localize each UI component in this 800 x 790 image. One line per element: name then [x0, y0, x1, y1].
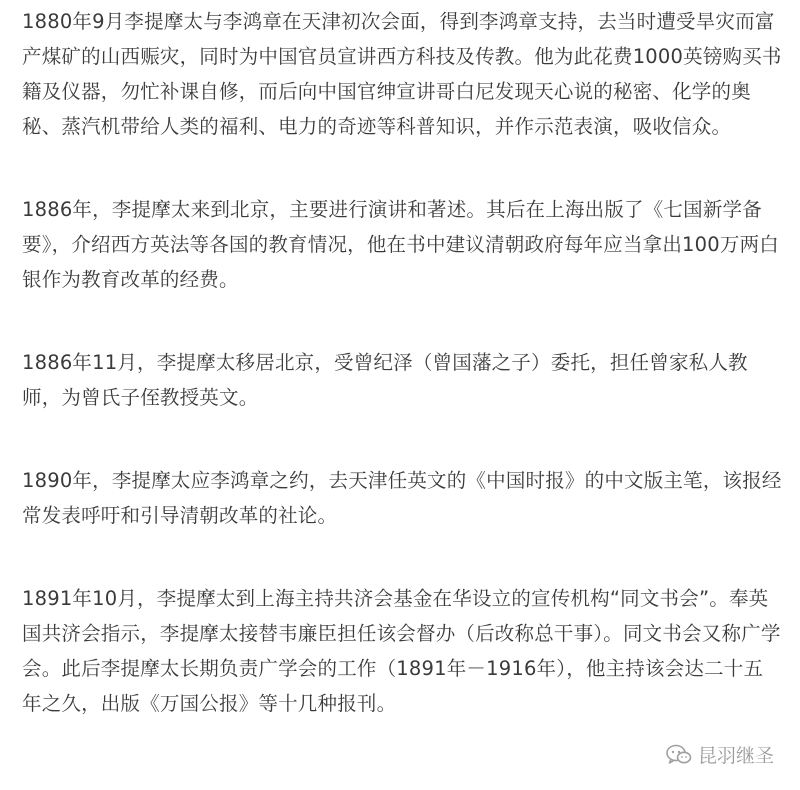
- paragraph-1890: 1890年，李提摩太应李鸿章之约，去天津任英文的《中国时报》的中文版主笔，该报经常发表呼吁和引导清朝改革的社论。: [22, 469, 782, 527]
- watermark-text: 昆羽继圣: [697, 745, 774, 767]
- paragraph-1886: 1886年，李提摩太来到北京，主要进行演讲和著述。其后在上海出版了《七国新学备要》，介绍西方英法等各国的教育情况，他在书中建议清朝政府每年应当拿出100万两白银作为教育改革的经费。: [22, 198, 779, 291]
- paragraph-1891: 1891年10月，李提摩太到上海主持共济会基金在华设立的宣传机构“同文书会”。奉英国共济会指示，李提摩太接替韦廉臣担任该会督办（后改称总干事）。同文书会又称广学会。此后李提摩太长期负责广学会的工作（1891年－1916年），他主持该会达二十五年之久，出版《万国公报》等十几种报刊。: [22, 587, 781, 715]
- wechat-icon: [666, 744, 692, 766]
- paragraph-1880: 1880年9月李提摩太与李鸿章在天津初次会面，得到李鸿章支持，去当时遭受旱灾而富产煤矿的山西赈灾，同时为中国官员宣讲西方科技及传教。他为此花费1000英镑购买书籍及仪器，勿忙补课自修，而后向中国官绅宣讲哥白尼发现天心说的秘密、化学的奥秘、蒸汽机带给人类的福利、电力的奇迹等科普知识，并作示范表演，吸收信众。: [22, 10, 782, 138]
- watermark: [666, 741, 774, 768]
- paragraph-1886-nov: 1886年11月，李提摩太移居北京，受曾纪泽（曾国藩之子）委托，担任曾家私人教师，为曾氏子侄教授英文。: [22, 351, 748, 409]
- article-body: [22, 4, 782, 721]
